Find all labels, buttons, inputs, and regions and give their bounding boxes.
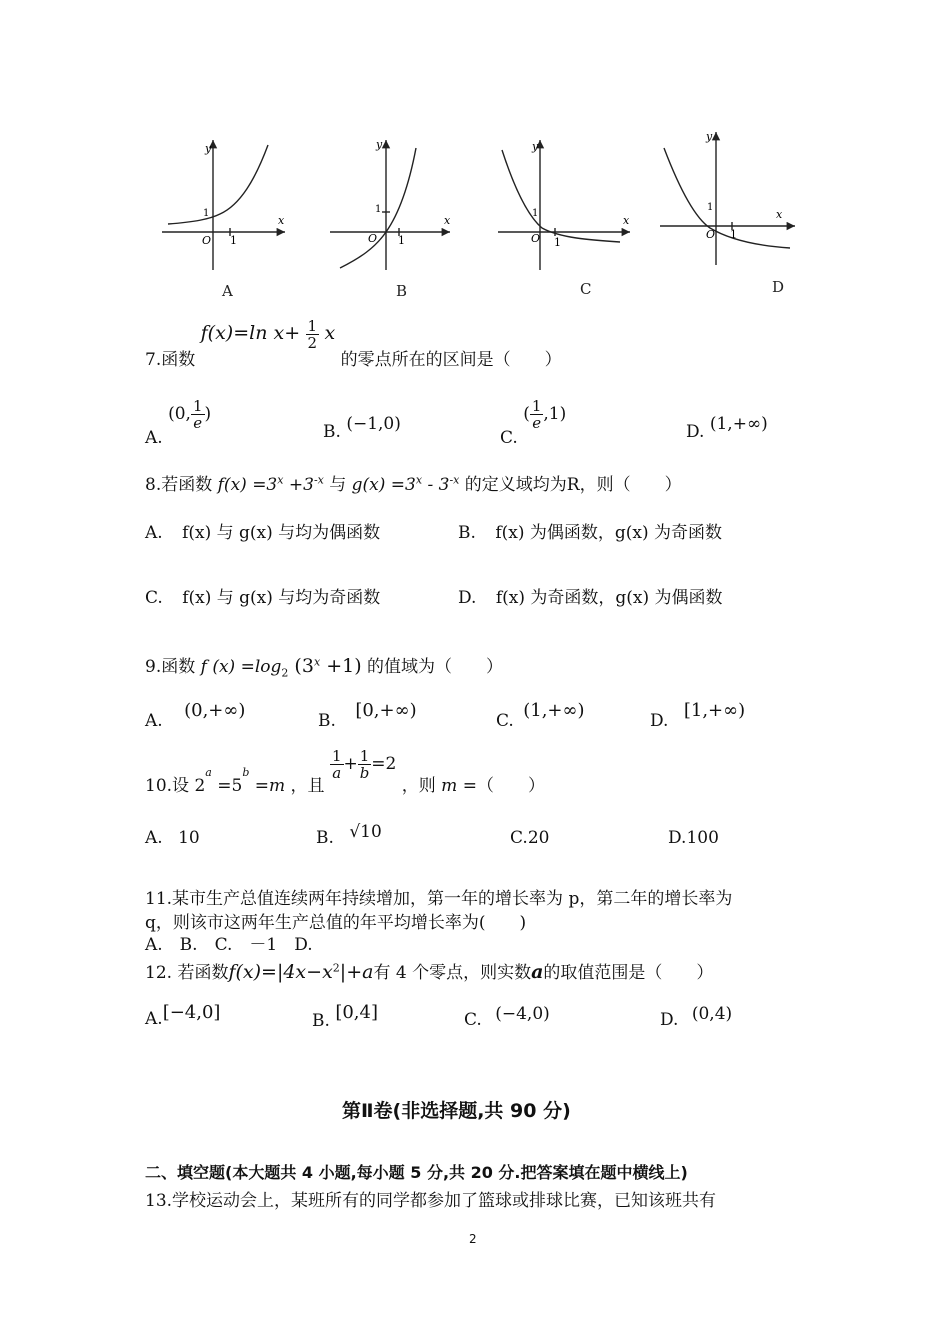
q12-option-c[interactable]: C. (−4,0) bbox=[464, 1004, 550, 1030]
q7-function: f(x)=ln x+ bbox=[200, 322, 301, 344]
q12-option-b[interactable]: B. [0,4] bbox=[312, 1002, 378, 1031]
q12-option-d[interactable]: D. (0,4) bbox=[660, 1004, 733, 1030]
q10-option-d[interactable]: D.100 bbox=[668, 828, 719, 848]
q7-function-tail: x bbox=[324, 322, 336, 344]
svg-text:1: 1 bbox=[730, 228, 737, 241]
question-11-line2: q，则该市这两年生产总值的年平均增长率为( ) bbox=[145, 913, 527, 933]
question-11-line1: 11.某市生产总值连续两年持续增加，第一年的增长率为 p，第二年的增长率为 bbox=[145, 889, 733, 909]
q7-option-c[interactable]: C. ( $\frac{1}{e}$ ,1) bbox=[500, 397, 567, 448]
q9-option-b[interactable]: B. [0,+∞) bbox=[318, 700, 417, 731]
question-10: 10.设 2a =5b =m ，且 $\frac{1}{a}$ + $\frac{1}{b}$ =2 ，则 m =（ ） bbox=[145, 747, 545, 796]
q7-prefix: 7.函数 bbox=[145, 350, 196, 370]
svg-text:y: y bbox=[205, 142, 212, 155]
svg-text:x: x bbox=[776, 208, 783, 221]
svg-text:x: x bbox=[444, 214, 451, 227]
q7-option-a[interactable]: A. (0, $\frac{1}{e}$ ) bbox=[145, 397, 212, 448]
section-2-heading: 二、填空题(本大题共 4 小题,每小题 5 分,共 20 分.把答案填在题中横线上) bbox=[145, 1163, 688, 1182]
q9-option-c[interactable]: C. (1,+∞) bbox=[496, 700, 585, 731]
graph-label-b: B bbox=[396, 282, 408, 300]
svg-text:O: O bbox=[531, 232, 541, 245]
graph-d bbox=[660, 132, 795, 265]
svg-text:y: y bbox=[532, 140, 539, 153]
svg-text:y: y bbox=[376, 138, 383, 151]
graph-b bbox=[330, 140, 450, 270]
q8-option-c[interactable]: C. f(x) 与 g(x) 与均为奇函数 bbox=[145, 588, 381, 608]
function-graphs bbox=[150, 120, 810, 310]
svg-text:x: x bbox=[623, 214, 630, 227]
graph-c bbox=[498, 140, 630, 270]
q10-option-c[interactable]: C.20 bbox=[510, 828, 550, 848]
graphs-svg bbox=[150, 120, 810, 310]
svg-text:x: x bbox=[278, 214, 285, 227]
svg-text:1: 1 bbox=[554, 236, 561, 249]
q9-option-a[interactable]: A. (0,+∞) bbox=[145, 700, 246, 731]
svg-text:O: O bbox=[706, 228, 716, 241]
svg-text:1: 1 bbox=[203, 208, 210, 219]
svg-text:O: O bbox=[368, 232, 378, 245]
q8-option-a[interactable]: A. f(x) 与 g(x) 与均为偶函数 bbox=[145, 523, 381, 543]
question-12: 12. 若函数$f(x)=|4x-x^2|+a$有 4 个零点，则实数a的取值范围是（ ） bbox=[145, 961, 714, 983]
question-13: 13.学校运动会上，某班所有的同学都参加了篮球或排球比赛，已知该班共有 bbox=[145, 1191, 717, 1211]
svg-text:1: 1 bbox=[532, 208, 539, 219]
page-number: 2 bbox=[469, 1232, 477, 1246]
q8-option-d[interactable]: D. f(x) 为奇函数，g(x) 为偶函数 bbox=[458, 588, 723, 608]
q12-option-a[interactable]: A.[−4,0] bbox=[145, 1002, 221, 1029]
question-7 bbox=[145, 317, 562, 370]
q7-fraction: $\frac{1}{2}$ bbox=[307, 317, 318, 352]
q7-option-b[interactable]: B. (−1,0) bbox=[323, 414, 401, 442]
q7-suffix: 的零点所在的区间是（ ） bbox=[340, 350, 562, 370]
svg-text:1: 1 bbox=[398, 234, 405, 247]
q10-option-b[interactable]: B. √10 bbox=[316, 822, 382, 848]
question-11-options[interactable]: A. B. C. －1 D. bbox=[145, 935, 313, 955]
question-8: 8.若函数 $f(x) =3^x +3^{-x}$ 与 $g(x) =3^x - 3^{-x}$ 的定义域均为R，则（ ） bbox=[145, 473, 682, 495]
part-2-title: 第Ⅱ卷(非选择题,共 90 分) bbox=[342, 1100, 571, 1122]
svg-text:y: y bbox=[706, 130, 713, 143]
svg-text:1: 1 bbox=[230, 234, 237, 247]
graph-a bbox=[162, 140, 285, 270]
svg-text:O: O bbox=[202, 234, 212, 247]
graph-label-d: D bbox=[772, 278, 785, 296]
q9-option-d[interactable]: D. [1,+∞) bbox=[650, 700, 746, 731]
q7-option-d[interactable]: D. (1,+∞) bbox=[686, 414, 768, 442]
q10-option-a[interactable]: A. 10 bbox=[145, 828, 200, 848]
graph-label-a: A bbox=[222, 282, 233, 300]
question-9: 9.函数 f $(x) =\log_2$ $(3^x +1)$ 的值域为（ ） bbox=[145, 655, 504, 680]
q8-option-b[interactable]: B. f(x) 为偶函数，g(x) 为奇函数 bbox=[458, 523, 722, 543]
svg-text:1: 1 bbox=[707, 202, 714, 213]
graph-label-c: C bbox=[580, 280, 592, 298]
svg-text:1: 1 bbox=[375, 204, 382, 215]
